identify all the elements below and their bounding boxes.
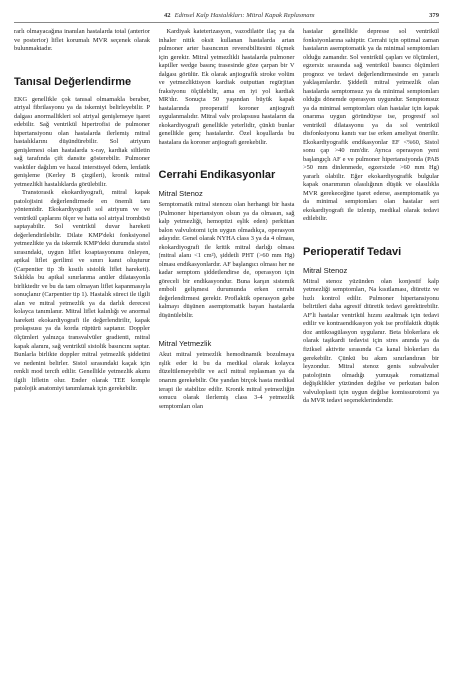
section-heading-perioperatif: Perioperatif Tedavi [303, 245, 402, 258]
paragraph: hastalar genellikle depresse sol ventrikül fonksiyonlarına sahiptir. Cerrahi için optimal zaman hastaların asemptomatik ya da minimal semptomları olduğu zamandır. Sol ventrikül çapları ve ölçümleri, egzersiz sırasında sağ ventrikül basıncı ölçümleri prognoz ve tedavi değerlendirmesinde en yararlı yaklaşımlardır. Şiddetli mitral yetmezlik olan hastalarda semptomsuz ya da minimal semptomları olduğu dönemde operasyon uygundur. Semptomsuz ya da minimal semptomları olan hastalar için kapak onarıma uygun göründüyse ise, progresif sol ventrikül dilatasyonu ya da sol ventrikül disfonksiyonu kanıtı var ise erken ameliyat önerilir. Ekokardiyografik endikasyonlar EF <%60, Sistol sonu çap >40 mm'dir. Ayrıca operasyon yeni başlangıçlı AF e ve pulmoner hipertansiyonda (PAB >50 mm dinlenmede, egzersizde >60 mm Hg) yararlı olabilir. Eğer ekokardiyografik bulgular kapak onarımının olasılığının düşük ve olasılıkla MVR gerekeceğine işaret ederse, asemptomatik ya da minimal semptomları olan hastalar seri ekokardiyografi ile izlenip, medikal olarak tedavi edilebilir. [303, 28, 439, 223]
page-number: 379 [429, 11, 439, 19]
section-heading-cerrahi: Cerrahi Endikasyonlar [158, 169, 276, 182]
spacer [303, 224, 439, 234]
spacer [14, 54, 150, 64]
paragraph: Transtorasik ekokardiyografi, mitral kapak patolojisini değerlendirmede en önemli tanı yöntemidir. Ekokardiyografi sol atriyum ve ve ventrikül çaplarını ölçer ve hatta sol atriyal trombüsü saptayabilir. Sol ventrikül duvar hareketi değerlendirilebilir. Dilate KMP'deki fonksiyonel yetmezlikte ya da iskemik KMP'deki durumda sistol sırasındaki, uygun liflet koaptasyonunu önleyen, apikal liflet gerilimi ve sınırı kanıt oluşturur (Carpentier tip 3b kısıtlı sistolik liflet hareketi). Sıklıkla bu apikal sınırlanma anüler dilatasyonla birliktedir ve bu da tam olmayan liflet kapanmasıyla sonuçlanır (Carpentier tip 1). Hastalık süreci ile ilgili alan ve mitral yetmezlik ya da darlık derecesi kolayca tanımlanır. Mitral liflet kalınlığı ve anormal hareketi ekokardiyografi ile değerlendirilir, kapak prolapsusu ya da korda rüptürü saptanır. Doppler ölçümleri yalnızça transvalvüler gradienti, mitral kapak alanını, sağ ventrikül sistolik basıncını saptar. Bunlarla birlikte doppler mitral yetmezlik şiddetini ve nedenini belirler. Sistol sırasındaki kaçak için renkli mod tercih edilir. Genellikle yetmezlik akımı ilgili lifletin olur. Ender olarak TEE komple patolojik anatomiyi tanımlamak için gerekebilir. [14, 189, 150, 393]
section-heading-tanisal: Tanısal Değerlendirme [14, 75, 132, 88]
subheading-mitral-yetmezlik: Mitral Yetmezlik [158, 339, 212, 349]
paragraph: Mitral stenoz yüzünden olan konjestif kalp yetmezliği semptomları, Na kısıtlaması, diüretiz ve hızlı kontrol edilir. Pulmoner hipertansiyonu belirtileri daha agresif diüretik tedavi gerektirebilir. AF'li hastalar ventrikül hızını azaltmak için tedavi edilir ve kontraendikasyon yok ise profilaktik düşük doz antikoagülasyon uygulanır. Beta blokerlara ek olarak taşikardi tedavisi için stres anında ya da fiziksel aktivite sırasında Ca kanal blokerları da gerekebilir. Çünkü bu akım sınırlandıran bir leyzondur. Mitral stenoz genis subvalvuler patolojinin olmadığı yumuşak romatizmal değişiklikler yüzünden değilse ve perkutan balon valvuloplasti için uygun değilse komissurotomi ya da MVR tedavi seçeneklerindendir. [303, 277, 439, 405]
running-header [14, 8, 439, 22]
column-3 [303, 28, 439, 668]
paragraph: rarlı olmayacağına inanılan hastalarda total (anterior ve posterior) liflet korumalı MVR seçenek olarak bulunmaktadır. [14, 28, 150, 53]
spacer [159, 320, 295, 336]
text-columns [14, 28, 439, 668]
subheading-mitral-stenoz: Mitral Stenoz [158, 189, 203, 199]
paragraph: Akut mitral yetmezlik hemodinamik bozulmaya eşlik eder ki bu da medikal olarak kolayca düzeltilemeyebilir ve acil mitral replasman ya da onarım gerekebilir. Öte yandan birçok hasta medikal terapi ile stabilize edilir. Kronik mitral yetmezliğin sonucu olarak ilerlemiş class 3-4 yetmezlik semptomları olan [158, 351, 295, 410]
chapter-number: 42 [164, 11, 171, 19]
column-2 [159, 28, 295, 668]
spacer [159, 147, 295, 157]
column-1 [14, 28, 150, 668]
subheading-mitral-stenoz: Mitral Stenoz [303, 265, 348, 275]
paragraph: Kardiyak kateterizasyon, vazodilatör ilaç ya da inhaler nitik oksit kullanan hastalarda artan pulmoner arter basıncının reversibilitesini ölçmek için gerekir. Mitral yetmezlikli hastalarda pulmoner kapiller wedge basınç trasesinde göze çarpan bir V dalgası görülür. Ek olarak anjiografik stroke volüm ve yetmezliktisyon kardiak outputtan regürjitan fraksiyonu ölçülebilir, ama en iyi yol kardiak MR'dır. Sonuçta 50 yaşından büyük kapak hastalarında preoperatif koroner anjiografi uygulanmalıdır. Mitral valv prolapsusu hastaların da ekokardiyografi genellikle yeterlidir, çünkü bunlar genellikle genç hastalardır. Özel koşullarda bu hastalara da koroner anjiografi gerekebilir. [158, 28, 295, 146]
running-title [164, 12, 315, 19]
chapter-title: Edinsel Kalp Hastalıkları: Mitral Kapak Replasmanı [174, 11, 315, 19]
paragraph: Semptomatik mitral stenozu olan herhangi bir hasta (Pulmoner hipertansiyon olsun ya da olmasın, sağ kalp yetmezliği, hemoptizi eşlik eden) perkütan balon valvulotomi için uygun olmadıkça, operasyon adayıdır. Genel olarak NYHA class 3 ya da 4 olması, ekokardiyografi ile kritik mitral darlığı olması (mitral alanı <1 cm²), şiddetli PHT (>60 mm Hg) olması endikasyonlardır. AF başlangıcı olması her ne kadar semptom şiddetlendirse de, operasyon için göreceli bir endikasyondur. Buna karşın sistemik emboli gelişmesi durumunda erken cerrahi değerlendirmesi gerekir. Proflaktik operasyon gebe kalmayı düşünen asemptomatik bayan hastalarda düşünülebilir. [158, 201, 295, 319]
paragraph: EKG genellikle çok tanısal olmamakla beraber, atriyal fibrilasyonu ya da iskemiyi belirleyebilir. P dalgası anormallikleri sol atriyal genişlemeye işaret edebilir. Sağ ventrikül hipertrofisi de pulmoner hipertansiyonu olan hastalarda ilerlemiş mitral hastalıklarını düşündürebilir. Sol atriyum genişlemesi olan hastalarda x-ray, kardiak siltletin sağ tarafında çift dansite gösterebilir. Pulmoner vasküler dağılım ve hazal interstisyel ödem, lenfatik genişleme (Kerley B çizgileri), kronik mitral yetmezlikli hastalıklarda görülebilir. [14, 95, 150, 188]
header-rule [14, 22, 439, 23]
